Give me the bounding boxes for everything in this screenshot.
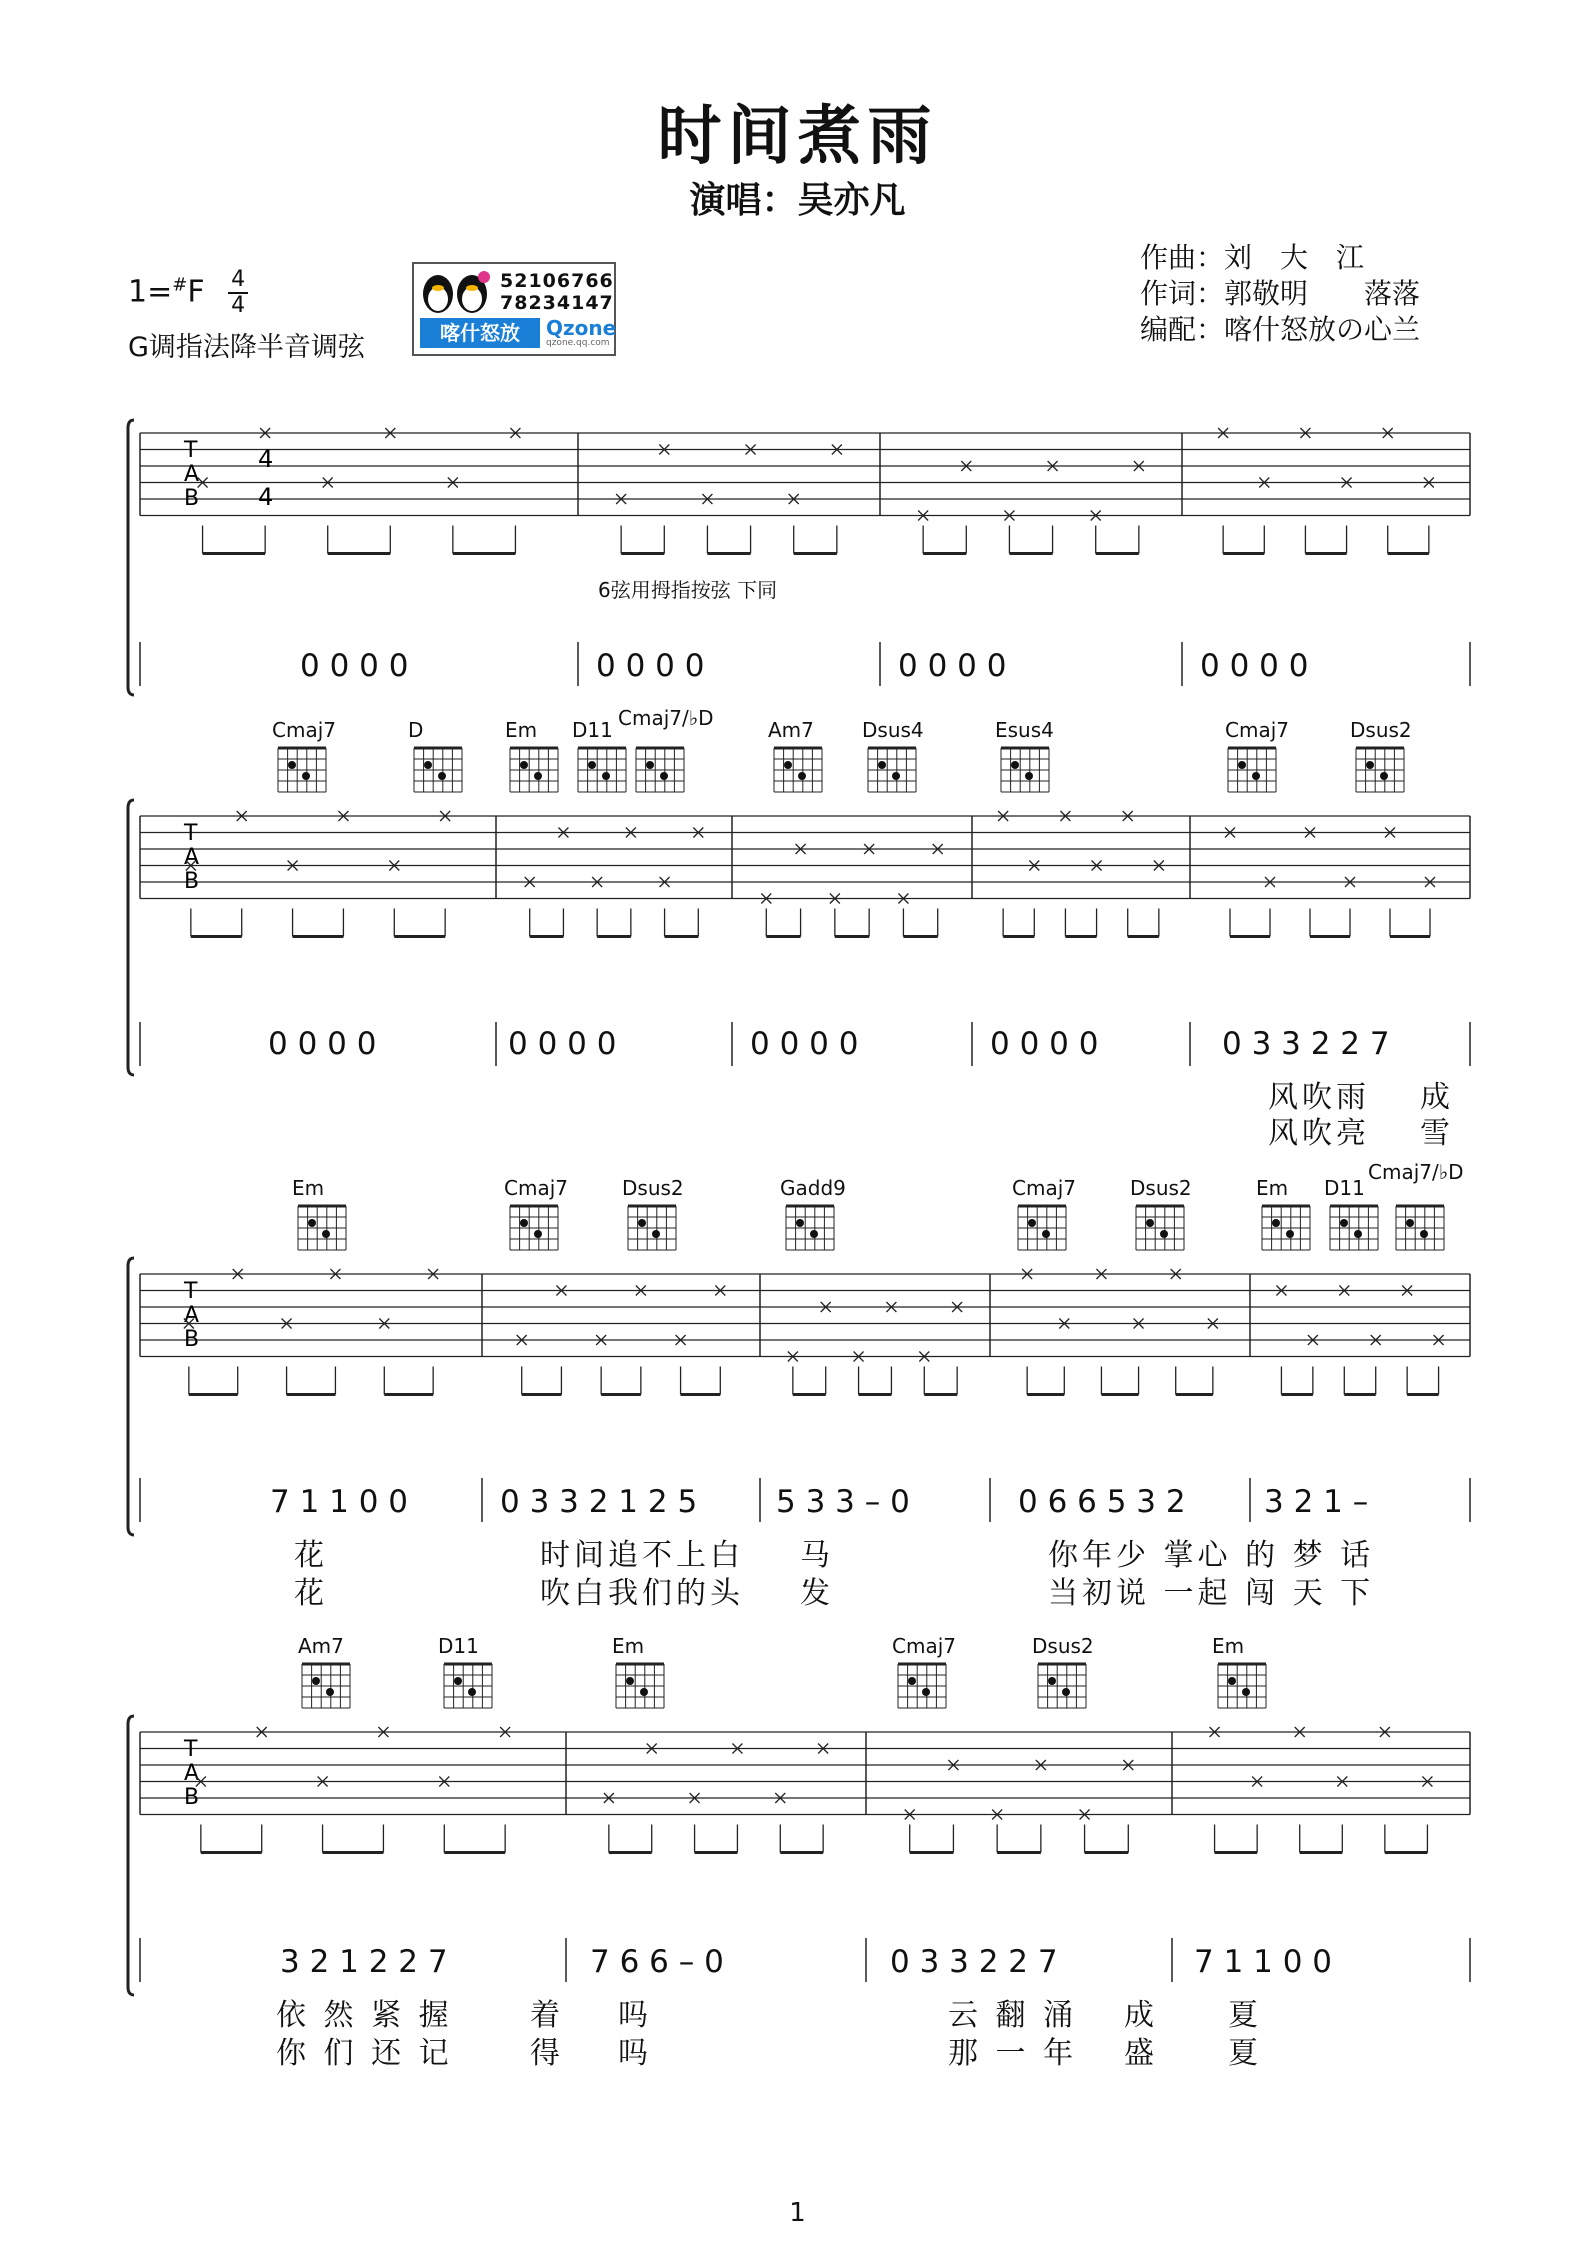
- tab-letter: A: [184, 462, 200, 487]
- chord-name: Em: [612, 1634, 645, 1658]
- lyric-line-1: 你年少 掌心 的 梦 话: [1048, 1538, 1375, 1573]
- lyric-line-1: 成: [1420, 1080, 1454, 1115]
- chord-name: Am7: [768, 718, 814, 742]
- notation-measure: 0 0 0 0: [268, 1026, 377, 1062]
- lyric-line-2: 盛: [1124, 2036, 1158, 2071]
- notation-measure: 0 3 3 2 1 2 5: [500, 1484, 698, 1520]
- chord-name: Cmaj7: [1225, 718, 1289, 742]
- chord-dot: [1272, 1219, 1280, 1227]
- chord-name: Dsus4: [862, 718, 924, 742]
- key-prefix: 1=: [128, 274, 173, 310]
- lyric-line-2: 你 们 还 记: [276, 2036, 453, 2071]
- chord-dot: [922, 1688, 930, 1696]
- lyric-line-1: 成: [1124, 1998, 1158, 2033]
- chord-dot: [1420, 1230, 1428, 1238]
- lyric-line-2: 雪: [1420, 1116, 1454, 1151]
- arranger-line: 编配：喀什怒放の心兰: [1140, 313, 1421, 346]
- chord-dot: [1011, 761, 1019, 769]
- tab-time-top: 4: [258, 445, 274, 473]
- brand-label: 喀什怒放: [420, 318, 540, 348]
- chord-dot: [784, 761, 792, 769]
- chord-dot: [322, 1230, 330, 1238]
- chord-name: Gadd9: [780, 1176, 846, 1200]
- chord-name: Em: [1256, 1176, 1289, 1200]
- chord-dot: [1048, 1677, 1056, 1685]
- notation-measure: 7 1 1 0 0: [270, 1484, 409, 1520]
- qq-number-1: 52106766: [500, 270, 614, 292]
- chord-dot: [1354, 1230, 1362, 1238]
- chord-dot: [1366, 761, 1374, 769]
- chord-dot: [796, 1219, 804, 1227]
- lyric-line-1: 夏: [1228, 1998, 1262, 2033]
- chord-dot: [454, 1677, 462, 1685]
- chord-dot: [468, 1688, 476, 1696]
- chord-dot: [424, 761, 432, 769]
- chord-dot: [798, 772, 806, 780]
- tuning-note: G调指法降半音调弦: [128, 332, 365, 363]
- chord-name: Em: [1212, 1634, 1245, 1658]
- chord-dot: [438, 772, 446, 780]
- chord-dot: [1028, 1219, 1036, 1227]
- notation-measure: 0 0 0 0: [508, 1026, 617, 1062]
- tab-letter: T: [184, 1279, 198, 1304]
- chord-dot: [1228, 1677, 1236, 1685]
- chord-name: Dsus2: [1032, 1634, 1094, 1658]
- notation-measure: 7 1 1 0 0: [1194, 1944, 1333, 1980]
- chord-dot: [326, 1688, 334, 1696]
- chord-dot: [1380, 772, 1388, 780]
- chord-dot: [638, 1219, 646, 1227]
- page-number: 1: [789, 2198, 806, 2228]
- tab-letter: B: [184, 1785, 200, 1810]
- chord-dot: [534, 1230, 542, 1238]
- notation-measure: 3 2 1 2 2 7: [280, 1944, 448, 1980]
- chord-dot: [1340, 1219, 1348, 1227]
- lyric-line-2: 发: [800, 1576, 834, 1611]
- chord-dot: [308, 1219, 316, 1227]
- lyric-line-2: 吹白我们的头: [540, 1576, 744, 1611]
- key-note: F: [187, 274, 205, 310]
- chord-name: Cmaj7: [892, 1634, 956, 1658]
- lyricist-line: 作词：郭敬明 落落: [1140, 277, 1421, 310]
- chord-dot: [652, 1230, 660, 1238]
- qzone-logo: Qzone: [546, 316, 617, 340]
- lyric-line-2: 得: [530, 2036, 564, 2071]
- chord-dot: [646, 761, 654, 769]
- chord-dot: [640, 1688, 648, 1696]
- notation-measure: 0 3 3 2 2 7: [1222, 1026, 1390, 1062]
- chord-name: Dsus2: [1130, 1176, 1192, 1200]
- lyric-line-1: 花: [294, 1538, 328, 1573]
- chord-dot: [892, 772, 900, 780]
- lyric-line-1: 吗: [618, 1998, 652, 2033]
- chord-dot: [288, 761, 296, 769]
- notation-measure: 0 6 6 5 3 2: [1018, 1484, 1186, 1520]
- lyric-line-1: 马: [800, 1538, 834, 1573]
- system-bracket: [128, 1716, 134, 1995]
- notation-measure: 0 0 0 0: [596, 648, 705, 684]
- tab-letter: T: [184, 821, 198, 846]
- chord-dot: [1025, 772, 1033, 780]
- notation-measure: 0 0 0 0: [300, 648, 409, 684]
- notation-measure: 0 0 0 0: [750, 1026, 859, 1062]
- key-sharp: #: [172, 274, 188, 296]
- notation-measure: 0 0 0 0: [990, 1026, 1099, 1062]
- lyric-line-2: 那 一 年: [948, 2036, 1078, 2071]
- tab-letter: B: [184, 1327, 200, 1352]
- chord-name: Cmaj7: [504, 1176, 568, 1200]
- notation-measure: 0 3 3 2 2 7: [890, 1944, 1058, 1980]
- chord-name: Cmaj7/♭D: [618, 706, 714, 730]
- chord-dot: [534, 772, 542, 780]
- time-bottom: 4: [231, 293, 246, 318]
- chord-name: Cmaj7/♭D: [1368, 1160, 1464, 1184]
- lyric-line-1: 着: [530, 1998, 564, 2033]
- tab-letter: T: [184, 1737, 198, 1762]
- chord-dot: [810, 1230, 818, 1238]
- notation-measure: 7 6 6 – 0: [590, 1944, 724, 1980]
- chord-dot: [1286, 1230, 1294, 1238]
- composer-line: 作曲：刘 大 江: [1140, 241, 1365, 274]
- tab-time-bottom: 4: [258, 483, 274, 511]
- chord-dot: [312, 1677, 320, 1685]
- chord-dot: [1406, 1219, 1414, 1227]
- lyric-line-1: 依 然 紧 握: [276, 1998, 453, 2033]
- chord-dot: [1252, 772, 1260, 780]
- system-bracket: [128, 420, 134, 695]
- singer-line: 演唱：吴亦凡: [689, 180, 906, 221]
- chord-dot: [520, 1219, 528, 1227]
- lyric-line-1: 风吹雨: [1268, 1080, 1370, 1115]
- chord-dot: [1042, 1230, 1050, 1238]
- lyric-line-2: 风吹亮: [1268, 1116, 1370, 1151]
- chord-dot: [588, 761, 596, 769]
- chord-dot: [602, 772, 610, 780]
- notation-measure: 5 3 3 – 0: [776, 1484, 910, 1520]
- chord-name: Dsus2: [622, 1176, 684, 1200]
- chord-name: Dsus2: [1350, 718, 1412, 742]
- tab-letter: A: [184, 845, 200, 870]
- notation-measure: 0 0 0 0: [1200, 648, 1309, 684]
- chord-dot: [1146, 1219, 1154, 1227]
- chord-dot: [660, 772, 668, 780]
- system-bracket: [128, 800, 134, 1075]
- chord-dot: [302, 772, 310, 780]
- tab-letter: T: [184, 438, 198, 463]
- chord-name: Em: [292, 1176, 325, 1200]
- chord-name: Esus4: [995, 718, 1054, 742]
- chord-name: Cmaj7: [1012, 1176, 1076, 1200]
- lyric-line-2: 当初说 一起 闯 天 下: [1048, 1576, 1375, 1611]
- chord-dot: [878, 761, 886, 769]
- time-top: 4: [231, 267, 246, 292]
- lyric-line-1: 云 翻 涌: [948, 1998, 1078, 2033]
- chord-name: Em: [505, 718, 538, 742]
- chord-name: Cmaj7: [272, 718, 336, 742]
- song-title: 时间煮雨: [657, 100, 938, 174]
- chord-dot: [520, 761, 528, 769]
- chord-dot: [626, 1677, 634, 1685]
- tab-letter: B: [184, 486, 200, 511]
- chord-dot: [908, 1677, 916, 1685]
- lyric-line-2: 花: [294, 1576, 328, 1611]
- chord-name: Am7: [298, 1634, 344, 1658]
- system-bracket: [128, 1258, 134, 1535]
- lyric-line-2: 吗: [618, 2036, 652, 2071]
- lyric-line-2: 夏: [1228, 2036, 1262, 2071]
- notation-measure: 0 0 0 0: [898, 648, 1007, 684]
- tab-letter: A: [184, 1761, 200, 1786]
- chord-name: D11: [1324, 1176, 1365, 1200]
- qq-number-2: 78234147: [500, 292, 614, 314]
- lyric-line-1: 时间追不上白: [540, 1538, 744, 1573]
- technique-comment: 6弦用拇指按弦 下同: [598, 578, 778, 602]
- chord-name: D11: [572, 718, 613, 742]
- tab-letter: B: [184, 869, 200, 894]
- chord-name: D11: [438, 1634, 479, 1658]
- tab-letter: A: [184, 1303, 200, 1328]
- chord-dot: [1160, 1230, 1168, 1238]
- notation-measure: 3 2 1 –: [1264, 1484, 1369, 1520]
- chord-name: D: [408, 718, 424, 742]
- chord-dot: [1238, 761, 1246, 769]
- chord-dot: [1062, 1688, 1070, 1696]
- qzone-url: qzone.qq.com: [546, 338, 610, 348]
- chord-dot: [1242, 1688, 1250, 1696]
